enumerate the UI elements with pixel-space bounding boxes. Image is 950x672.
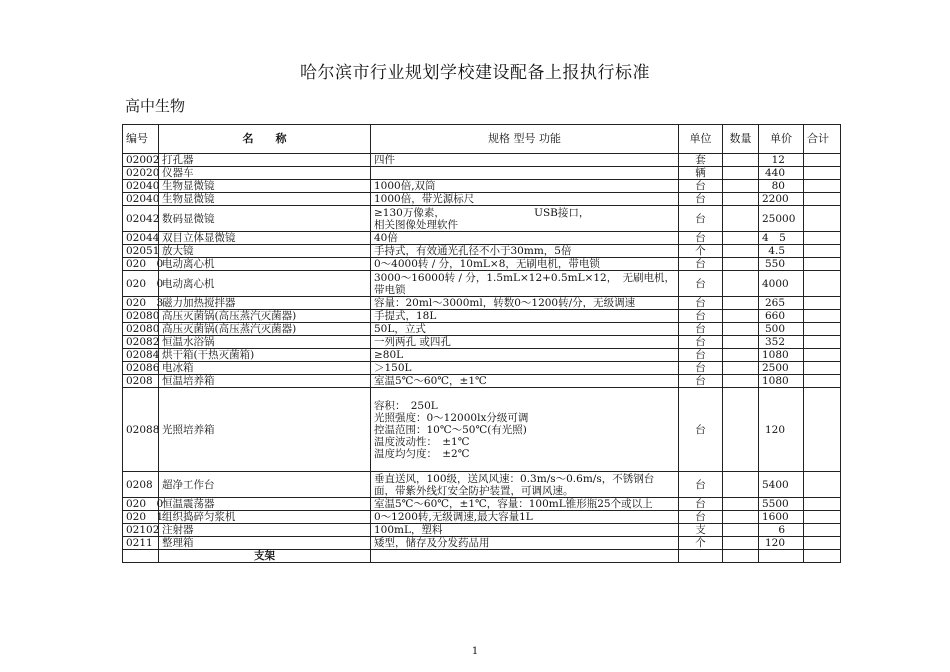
cell-spec <box>371 258 679 271</box>
cell-total <box>804 472 841 498</box>
table-body <box>123 154 841 563</box>
cell-unit: 台 <box>679 297 723 310</box>
spec-line: 容积： 250L <box>374 399 438 412</box>
cell-name: 超净工作台 <box>159 472 371 498</box>
cell-code: 02102 <box>123 524 159 537</box>
spec-line: 0～1200转,无级调速,最大容量1L <box>374 511 533 523</box>
section-label: 支架 <box>159 550 371 563</box>
cell-name: 仪器车 <box>159 167 371 180</box>
page-number: 1 <box>471 646 479 657</box>
cell-unit: 台 <box>679 232 723 245</box>
cell-total <box>804 245 841 258</box>
cell-total <box>804 498 841 511</box>
cell-unit: 台 <box>679 206 723 232</box>
table-row <box>123 258 841 271</box>
spec-line: 一列两孔 或四孔 <box>374 336 451 348</box>
cell-total <box>804 167 841 180</box>
col-header-qty: 数量 <box>723 125 759 154</box>
cell-price: 660 <box>759 310 804 323</box>
cell-unit: 台 <box>679 388 723 472</box>
spec-line: 温度均匀度： ±2℃ <box>374 447 470 460</box>
cell-code: 02002 <box>123 154 159 167</box>
cell-qty <box>723 323 759 336</box>
cell-code: 02084 <box>123 349 159 362</box>
table-row <box>123 349 841 362</box>
cell-code: 02040 <box>123 193 159 206</box>
cell-qty <box>723 206 759 232</box>
cell-total <box>804 375 841 388</box>
cell-price: 12 <box>759 154 804 167</box>
table-row <box>123 362 841 375</box>
cell-spec <box>371 375 679 388</box>
cell-qty <box>723 258 759 271</box>
cell-code: 02080 <box>123 310 159 323</box>
cell-price: 80 <box>759 180 804 193</box>
cell-unit: 台 <box>679 498 723 511</box>
cell-spec <box>371 537 679 550</box>
cell-code: 02044 <box>123 232 159 245</box>
spec-line: 光照强度：0～12000lx分级可调 <box>374 411 529 424</box>
cell-unit: 台 <box>679 258 723 271</box>
cell-qty <box>723 271 759 297</box>
cell-name: 恒温培养箱 <box>159 375 371 388</box>
cell-unit: 台 <box>679 310 723 323</box>
table-row <box>123 232 841 245</box>
cell-price: 2200 <box>759 193 804 206</box>
cell-price: 352 <box>759 336 804 349</box>
cell-total <box>804 258 841 271</box>
cell-price: 4 5 <box>759 232 804 245</box>
cell-empty <box>371 550 679 563</box>
table-row <box>123 297 841 310</box>
cell-total <box>804 362 841 375</box>
cell-total <box>804 323 841 336</box>
table-row <box>123 245 841 258</box>
cell-code: 02086 <box>123 362 159 375</box>
spec-line: 室温5℃～60℃，±1℃，容量：100mL锥形瓶25个或以上 <box>374 498 653 510</box>
spec-line: 3000～16000转 / 分，1.5mL×12+0.5mL×12， 无刷电机， <box>374 271 675 284</box>
cell-total <box>804 336 841 349</box>
cell-qty <box>723 180 759 193</box>
table-row <box>123 375 841 388</box>
cell-code: 0208 <box>123 375 159 388</box>
cell-code: 02080 <box>123 323 159 336</box>
cell-qty <box>723 388 759 472</box>
cell-name: 恒温震荡器 <box>159 498 371 511</box>
cell-name: 整理箱 <box>159 537 371 550</box>
cell-total <box>804 511 841 524</box>
cell-spec <box>371 193 679 206</box>
cell-name: 光照培养箱 <box>159 388 371 472</box>
cell-qty <box>723 375 759 388</box>
cell-qty <box>723 245 759 258</box>
cell-unit: 台 <box>679 349 723 362</box>
cell-total <box>804 537 841 550</box>
section-subtitle: 高中生物 <box>125 97 186 115</box>
cell-spec <box>371 349 679 362</box>
cell-price: 550 <box>759 258 804 271</box>
col-header-code: 编号 <box>123 125 159 154</box>
cell-name: 电动离心机 <box>159 258 371 271</box>
page-title: 哈尔滨市行业规划学校建设配备上报执行标准 <box>300 63 650 83</box>
cell-unit: 台 <box>679 323 723 336</box>
cell-spec <box>371 180 679 193</box>
spec-line: 带电锁 <box>374 283 406 296</box>
section-row <box>123 550 841 563</box>
cell-empty <box>723 550 759 563</box>
cell-code: 020 0 <box>123 258 159 271</box>
cell-total <box>804 193 841 206</box>
cell-unit: 个 <box>679 537 723 550</box>
cell-code: 020 1 <box>123 511 159 524</box>
cell-name: 数码显微镜 <box>159 206 371 232</box>
cell-unit: 支 <box>679 524 723 537</box>
cell-qty <box>723 537 759 550</box>
cell-unit: 台 <box>679 375 723 388</box>
table-row <box>123 180 841 193</box>
cell-total <box>804 271 841 297</box>
cell-spec <box>371 206 679 232</box>
cell-qty <box>723 154 759 167</box>
col-header-unit: 单位 <box>679 125 723 154</box>
table-row <box>123 537 841 550</box>
cell-spec <box>371 271 679 297</box>
cell-total <box>804 310 841 323</box>
cell-code: 02082 <box>123 336 159 349</box>
spec-line: 1000倍，带光源标尺 <box>374 193 475 205</box>
cell-code: 020 0 <box>123 271 159 297</box>
spec-line: 100mL，塑料 <box>374 524 443 536</box>
col-header-price: 单价 <box>759 125 804 154</box>
cell-code <box>123 550 159 563</box>
cell-name: 组织捣碎匀浆机 <box>159 511 371 524</box>
cell-price: 4.5 <box>759 245 804 258</box>
cell-unit: 台 <box>679 271 723 297</box>
cell-spec <box>371 167 679 180</box>
cell-spec <box>371 323 679 336</box>
cell-unit: 辆 <box>679 167 723 180</box>
cell-total <box>804 524 841 537</box>
cell-spec <box>371 297 679 310</box>
spec-line: ≥130万像素， USB接口， <box>374 206 590 219</box>
spec-line: ＞150L <box>374 362 412 374</box>
cell-price: 1080 <box>759 375 804 388</box>
cell-total <box>804 349 841 362</box>
spec-line: 40倍 <box>374 232 398 244</box>
cell-name: 电冰箱 <box>159 362 371 375</box>
cell-unit: 台 <box>679 472 723 498</box>
equipment-table <box>122 124 841 563</box>
table-row <box>123 323 841 336</box>
col-header-spec: 规格 型号 功能 <box>371 125 679 154</box>
table-row <box>123 524 841 537</box>
cell-code: 02042 <box>123 206 159 232</box>
cell-name: 生物显微镜 <box>159 193 371 206</box>
cell-price: 2500 <box>759 362 804 375</box>
cell-spec <box>371 362 679 375</box>
table-row <box>123 472 841 498</box>
table-row <box>123 154 841 167</box>
spec-line: 四件 <box>374 154 395 166</box>
cell-name: 磁力加热搅拌器 <box>159 297 371 310</box>
cell-spec <box>371 310 679 323</box>
spec-line: 室温5℃～60℃，±1℃ <box>374 375 487 387</box>
cell-price: 120 <box>759 388 804 472</box>
spec-line: 面，带紫外线灯安全防护装置，可调风速。 <box>374 484 574 497</box>
cell-unit: 个 <box>679 245 723 258</box>
spec-line: 1000倍,双筒 <box>374 180 436 192</box>
cell-code: 0211 <box>123 537 159 550</box>
cell-qty <box>723 193 759 206</box>
cell-name: 生物显微镜 <box>159 180 371 193</box>
table-row <box>123 167 841 180</box>
spec-line: 矮型，储存及分发药品用 <box>374 537 490 549</box>
cell-qty <box>723 472 759 498</box>
spec-line: 50L，立式 <box>374 323 426 335</box>
spec-line: 控温范围：10℃～50℃(有光照) <box>374 423 527 436</box>
table-header-row <box>123 125 841 154</box>
cell-qty <box>723 232 759 245</box>
cell-name: 打孔器 <box>159 154 371 167</box>
cell-name: 注射器 <box>159 524 371 537</box>
spec-line: 容量：20ml～3000ml，转数0～1200转/分，无级调速 <box>374 297 636 309</box>
spec-line: 温度波动性： ±1℃ <box>374 435 470 448</box>
cell-empty <box>804 550 841 563</box>
table-row <box>123 388 841 472</box>
cell-code: 0208 <box>123 472 159 498</box>
cell-price: 5400 <box>759 472 804 498</box>
cell-name: 放大镜 <box>159 245 371 258</box>
cell-unit: 台 <box>679 180 723 193</box>
table-row <box>123 193 841 206</box>
table-row <box>123 271 841 297</box>
cell-total <box>804 206 841 232</box>
cell-total <box>804 388 841 472</box>
cell-unit: 套 <box>679 154 723 167</box>
cell-total <box>804 297 841 310</box>
table-row <box>123 336 841 349</box>
cell-spec <box>371 388 679 472</box>
cell-spec <box>371 245 679 258</box>
cell-code: 02088 <box>123 388 159 472</box>
cell-qty <box>723 349 759 362</box>
cell-unit: 台 <box>679 511 723 524</box>
table-row <box>123 498 841 511</box>
cell-price: 1080 <box>759 349 804 362</box>
cell-price: 265 <box>759 297 804 310</box>
cell-spec <box>371 336 679 349</box>
spec-line: ≥80L <box>374 349 404 361</box>
cell-empty <box>679 550 723 563</box>
spec-line: 0～4000转 / 分，10mL×8，无刷电机，带电锁 <box>374 258 600 270</box>
table-row <box>123 206 841 232</box>
cell-total <box>804 154 841 167</box>
cell-price: 6 <box>759 524 804 537</box>
cell-qty <box>723 511 759 524</box>
cell-name: 高压灭菌锅(高压蒸汽灭菌器) <box>159 323 371 336</box>
cell-qty <box>723 524 759 537</box>
spec-line: 手提式，18L <box>374 310 437 322</box>
col-header-name: 名 称 <box>159 125 371 154</box>
cell-name: 恒温水浴锅 <box>159 336 371 349</box>
cell-spec <box>371 511 679 524</box>
cell-spec <box>371 232 679 245</box>
cell-qty <box>723 167 759 180</box>
cell-price: 25000 <box>759 206 804 232</box>
cell-code: 02040 <box>123 180 159 193</box>
cell-qty <box>723 310 759 323</box>
cell-name: 双目立体显微镜 <box>159 232 371 245</box>
cell-qty <box>723 297 759 310</box>
cell-unit: 台 <box>679 362 723 375</box>
cell-spec <box>371 154 679 167</box>
cell-price: 120 <box>759 537 804 550</box>
table-row <box>123 511 841 524</box>
spec-line: 垂直送风，100级，送风风速：0.3m/s～0.6m/s，不锈钢台 <box>374 472 655 485</box>
spec-line: 相关图像处理软件 <box>374 218 458 231</box>
cell-price: 5500 <box>759 498 804 511</box>
cell-code: 020 3 <box>123 297 159 310</box>
cell-qty <box>723 362 759 375</box>
cell-code: 02051 <box>123 245 159 258</box>
spec-line: 手持式，有效通光孔径不小于30mm，5倍 <box>374 245 572 257</box>
cell-price: 440 <box>759 167 804 180</box>
cell-code: 020 0 <box>123 498 159 511</box>
cell-price: 4000 <box>759 271 804 297</box>
cell-spec <box>371 472 679 498</box>
cell-price: 1600 <box>759 511 804 524</box>
cell-name: 烘干箱(干热灭菌箱) <box>159 349 371 362</box>
table-row <box>123 310 841 323</box>
cell-unit: 台 <box>679 193 723 206</box>
cell-qty <box>723 498 759 511</box>
cell-name: 高压灭菌锅(高压蒸汽灭菌器) <box>159 310 371 323</box>
cell-unit: 台 <box>679 336 723 349</box>
cell-code: 02020 <box>123 167 159 180</box>
cell-spec <box>371 524 679 537</box>
cell-total <box>804 180 841 193</box>
col-header-total: 合计 <box>804 125 841 154</box>
cell-total <box>804 232 841 245</box>
cell-qty <box>723 336 759 349</box>
cell-name: 电动离心机 <box>159 271 371 297</box>
cell-empty <box>759 550 804 563</box>
cell-spec <box>371 498 679 511</box>
cell-price: 500 <box>759 323 804 336</box>
